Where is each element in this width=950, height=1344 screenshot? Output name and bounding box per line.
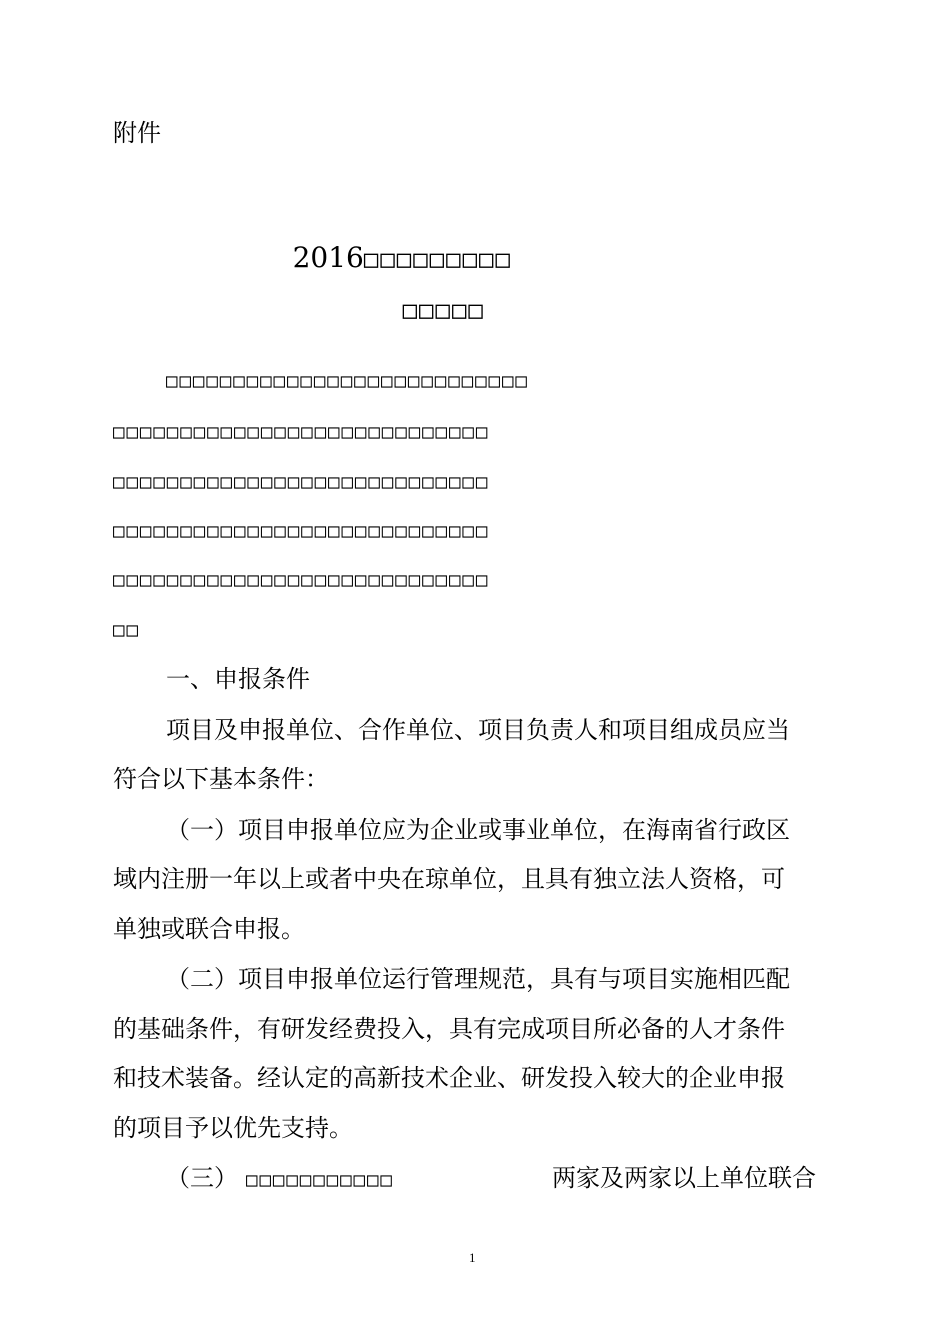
paragraph-line: 符合以下基本条件：	[113, 765, 329, 793]
intro-line: □□□□□□□□□□□□□□□□□□□□□□□□□□□□	[113, 569, 490, 591]
intro-line: □□□□□□□□□□□□□□□□□□□□□□□□□□□□	[113, 520, 490, 542]
title-line-2-text: □□□□□	[402, 296, 485, 324]
condition-item-3-missing-text: □□□□□□□□□□□	[246, 1169, 394, 1191]
attachment-label: 附件	[113, 119, 161, 147]
condition-item-2-line: （二）项目申报单位运行管理规范，具有与项目实施相匹配	[166, 965, 790, 993]
condition-item-2-line: 的项目予以优先支持。	[113, 1114, 353, 1142]
page-number: 1	[469, 1250, 476, 1265]
intro-line: □□	[113, 619, 140, 641]
condition-item-3-prefix: （三）	[166, 1164, 238, 1192]
intro-line: □□□□□□□□□□□□□□□□□□□□□□□□□□□□	[113, 471, 490, 493]
document-title-line-2	[367, 258, 485, 361]
title-line-1-text: □□□□□□□□□	[363, 245, 512, 273]
intro-line: □□□□□□□□□□□□□□□□□□□□□□□□□□□	[166, 370, 529, 392]
condition-item-2-line: 的基础条件，有研发经费投入，具有完成项目所必备的人才条件	[113, 1015, 785, 1043]
condition-item-2-line: 和技术装备。经认定的高新技术企业、研发投入较大的企业申报	[113, 1064, 785, 1092]
intro-line: □□□□□□□□□□□□□□□□□□□□□□□□□□□□	[113, 421, 490, 443]
condition-item-1-line: （一）项目申报单位应为企业或事业单位，在海南省行政区	[166, 816, 790, 844]
condition-item-1-line: 域内注册一年以上或者中央在琼单位，且具有独立法人资格，可	[113, 865, 785, 893]
title-year: 2016	[292, 241, 364, 274]
condition-item-3-suffix: 两家及两家以上单位联合	[552, 1164, 816, 1192]
condition-item-1-line: 单独或联合申报。	[113, 915, 305, 943]
section-heading: 一、申报条件	[166, 665, 310, 693]
paragraph-line: 项目及申报单位、合作单位、项目负责人和项目组成员应当	[166, 716, 790, 744]
